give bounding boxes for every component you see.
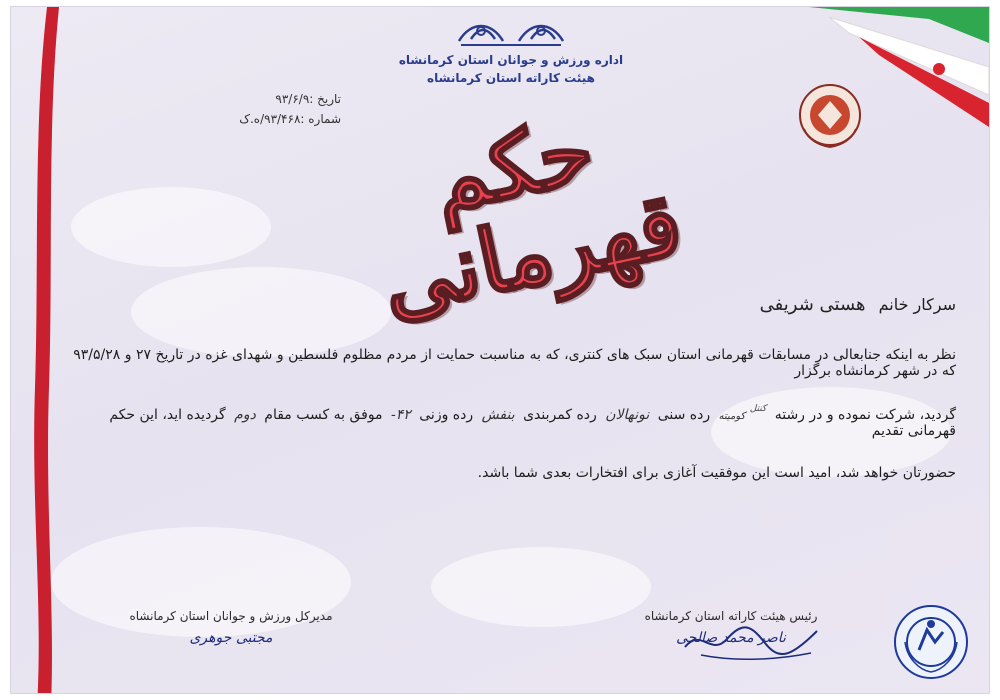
addressee-name: هستی شریفی [759,294,866,315]
ministry-logo-icon [451,17,571,51]
karate-federation-emblem-icon [794,79,866,151]
signature-left-title: مدیرکل ورزش و جوانان استان کرمانشاه [129,609,333,623]
addressee-line [71,294,956,315]
header-ministry: اداره ورزش و جوانان استان کرمانشاه [398,53,624,67]
p2-part2: رده سنی [657,407,711,423]
p2-part5: موفق به کسب مقام [264,407,383,423]
header-karate-board: هیئت کاراته استان کرمانشاه [427,71,595,85]
rank-value: دوم [234,407,256,423]
red-brush-stroke [25,7,65,694]
paragraph-2 [71,404,956,439]
signature-block-left [101,605,361,649]
certificate-title: حکم قهرمانی [372,97,691,336]
p2-part3: رده کمربندی [523,407,597,423]
document-meta [141,89,341,129]
discipline-over: کنتل [749,404,767,414]
karate-board-stamp-icon [891,602,971,682]
addressee-prefix: سرکار خانم [878,295,956,314]
p2-part1: گردید، شرکت نموده و در رشته [774,407,956,423]
background-cloud [71,187,271,267]
p2-part6: گردیده اید، این حکم قهرمانی تقدیم [109,407,956,439]
p2-part4: رده وزنی [419,407,474,423]
handwritten-signature [681,617,821,667]
certificate [10,6,990,694]
age-group-value: نونهالان [605,407,650,423]
flag-emblem-icon [933,63,945,75]
header [361,17,661,87]
signature-left-name: مجتبی جوهری [189,630,273,646]
discipline-under: کومیته [718,411,746,422]
paragraph-1: نظر به اینکه جنابعالی در مسابقات قهرمانی استان سبک های کنتری، که به مناسبت حمایت از مردم مظلوم فلسطین و شهدای غزه در تاریخ ۲۷ و ۹۳/۵/۲۸ که در شهر کرمانشاه برگزار [73,347,956,379]
document-date: تاریخ :۹۳/۶/۹ [275,92,341,106]
discipline-value [714,404,767,423]
weight-value: ۴۲- [391,407,411,423]
signature-right-title: رئیس هیئت کاراته استان کرمانشاه [644,609,818,623]
paragraph-3: حضورتان خواهد شد، امید است این موفقیت آغازی برای افتخارات بعدی شما باشد. [477,465,956,481]
belt-value: بنفش [481,407,515,423]
document-number: شماره :۹۳/۴۶۸/ه.ک [239,112,341,126]
signature-right-name: ناصر محمد صالحی [676,630,786,646]
